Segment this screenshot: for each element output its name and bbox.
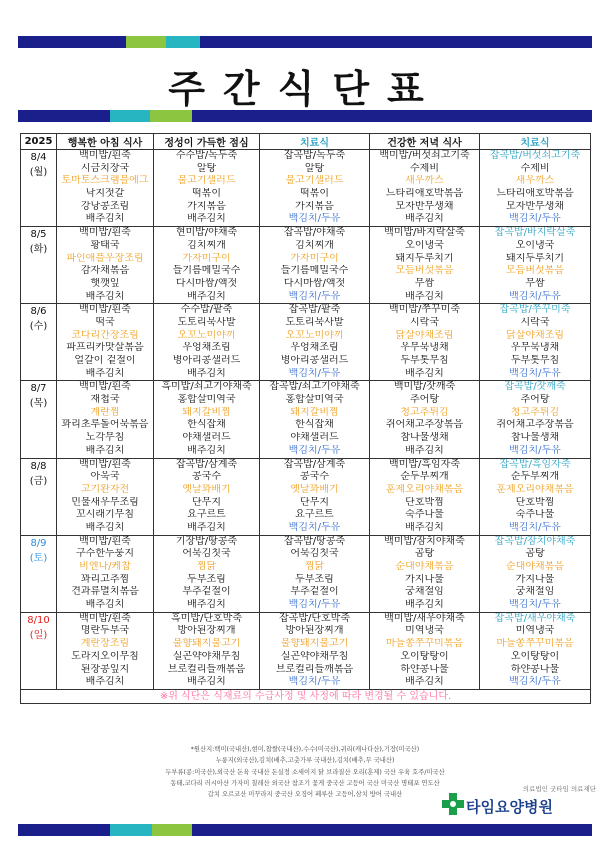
dish-item: 찜닭 [304,561,325,572]
dish-item: 백미밥/바지락살죽 [384,227,465,239]
dish-item: 백김치/두유 [288,521,341,533]
dish-item: 참나물생채 [400,432,449,444]
dish-item: 가지나물 [405,573,444,585]
meal-cell [57,458,154,535]
meal-cell [154,227,260,304]
bottom-color-bar [18,824,592,836]
dish-item: 노각무침 [85,432,125,444]
dish-item: 돼지두루치기 [506,252,564,264]
dish-item: 김치찌개 [295,239,334,251]
dish-item: 알탕 [304,162,325,174]
dish-item: 옛날꽈배기 [290,483,339,495]
dish-item: 추어탕 [410,394,439,406]
dish-item: 오꼬노미야끼 [177,329,236,341]
dish-item: 떡볶이 [192,188,221,200]
dish-item: 두부톳무침 [510,355,560,366]
dish-item: 명란두부국 [80,625,130,637]
dish-item: 숙주나물 [515,509,555,521]
dish-item: 된장콩잎지 [80,663,130,675]
meal-cell [480,458,591,535]
dish-item: 잡곡밥/야채죽 [283,227,346,239]
dish-item: 쥐어채고추장볶음 [385,419,464,431]
date-cell: 8/9 (토) [21,535,57,612]
meal-cell [370,612,480,689]
dish-item: 마늘쫑쭈꾸미볶음 [385,638,464,650]
meal-cell [370,535,480,612]
dish-item: 단호박찜 [405,496,444,508]
date-cell: 8/6 (수) [21,304,57,381]
dish-item: 배추김치 [187,521,226,533]
dish-item: 새우까스 [515,175,555,187]
table-header-row [21,134,591,150]
dish-item: 배추김치 [85,290,125,302]
meal-cell [480,304,591,381]
dish-item: 계란찜 [90,406,120,418]
logo-subtitle: 의료법인 굿타임 의료재단 [522,785,596,793]
dish-item: 곰탕 [525,548,545,560]
dish-item: 잡곡밥/쇠고기야채죽 [269,381,360,393]
dish-item: 한식잡채 [187,419,226,431]
logo-name: 타임요양병원 [466,798,553,816]
origin-line: 동태,코다리 러시아산 가자미 칠레산 외국산 참조기 꽃게 중국산 고등어 국산 미국산 명태포 연도산 [170,779,440,787]
dish-item: 배추김치 [187,676,226,688]
dish-item: 낙지젓갈 [85,188,125,200]
dish-item: 무쌈 [525,277,545,289]
dish-item: 백김치/두유 [288,444,341,456]
dish-item: 백미밥/흰죽 [79,150,131,161]
dish-item: 수수밥/녹두죽 [175,150,238,161]
dish-item: 오이탕탕이 [400,650,449,662]
dish-item: 모듬버섯볶음 [506,265,564,277]
dish-item: 토마토스크램블에그 [61,175,149,187]
dish-item: 수제비 [410,162,439,174]
dish-item: 가자미구이 [182,252,231,264]
meal-cell [370,150,480,227]
dish-item: 오이탕탕이 [510,650,560,662]
meal-cell [370,381,480,458]
meal-cell [154,535,260,612]
dish-item: 오이냉국 [405,239,444,251]
meal-cell [57,535,154,612]
dish-item: 들기름메밀국수 [280,265,349,277]
dish-item: 단무지 [192,496,221,508]
dish-item: 방아된장찌개 [285,625,344,637]
dish-item: 브로컬리들깨볶음 [275,663,354,675]
dish-item: 미역냉국 [405,625,444,637]
dish-item: 배추김치 [187,444,226,456]
dish-item: 구수한누룽지 [76,548,134,560]
dish-item: 잡곡밥/버섯쇠고기죽 [489,150,581,161]
origin-line: 갑치 오르코산 미꾸라지 중국산 오징어 페루산 고등어,삼치 방어 국내산 [207,791,403,799]
dish-item: 백김치/두유 [509,599,561,611]
dish-item: 백미밥/버섯쇠고기죽 [379,150,470,161]
dish-item: 미역냉국 [515,625,555,637]
dish-item: 떡국 [95,316,115,328]
dish-item: 단무지 [300,496,329,508]
dish-item: 닭살야채조림 [395,329,454,341]
dish-item: 콩국수 [300,471,329,483]
dish-item: 들기름메밀국수 [172,265,241,277]
dish-item: 꽈리고추찜 [80,573,130,585]
dish-item: 햇깻잎 [90,277,120,289]
dish-item: 우무묵냉채 [510,342,560,354]
dish-item: 가지볶음 [187,200,226,212]
dish-item: 백김치/두유 [288,599,341,611]
meal-cell [480,150,591,227]
dish-item: 잡곡밥/땅콩죽 [283,535,346,547]
dish-item: 시락국 [410,316,439,328]
dish-item: 꼬시래기무침 [76,509,134,521]
dish-item: 황태국 [90,239,120,251]
meal-cell [480,381,591,458]
meal-cell [57,612,154,689]
dish-item: 추어탕 [520,394,550,406]
top-color-bar [18,36,592,48]
meal-cell [154,458,260,535]
dish-item: 잡곡밥/녹두죽 [283,150,346,161]
meal-cell [57,227,154,304]
dish-item: 요구르트 [295,509,334,521]
dish-item: 옛날꽈배기 [182,483,231,495]
dish-item: 한식잡채 [295,419,334,431]
dish-item: 도토리묵사발 [285,316,344,328]
weekly-menu-table [20,133,591,704]
dish-item: 어묵김칫국 [290,548,339,560]
dish-item: 백김치/두유 [509,290,561,302]
dish-item: 부추겉절이 [290,586,339,598]
dish-item: 배추김치 [405,444,444,456]
dinner-header: 건강한 저녁 식사 [370,134,480,150]
dish-item: 배추김치 [187,213,226,225]
dish-item: 재첩국 [90,394,120,406]
dish-item: 부추겉절이 [182,586,231,598]
dish-item: 잡곡밥/흑임자죽 [499,458,571,470]
dish-item: 알탕 [196,162,217,174]
dish-item: 불향돼지불고기 [172,638,241,650]
dish-item: 아욱국 [90,471,120,483]
dish-item: 잡곡밥/잠치야채죽 [494,535,576,547]
year-header: 2025 [21,134,57,150]
dish-item: 오이냉국 [515,239,555,251]
dish-item: 파프리카맛살볶음 [66,342,144,354]
dish-item: 백미밥/쭈꾸미죽 [389,304,460,316]
dish-item: 기장밥/땅콩죽 [175,535,238,547]
dish-item: 병아리콩샐러드 [172,355,241,366]
dish-item: 방아된장찌개 [177,625,236,637]
dish-item: 잡곡밥/쭈꾸미죽 [499,304,571,316]
dish-item: 궁채절임 [515,586,555,598]
dish-item: 순두부찌개 [510,471,560,483]
notice-cell [21,689,591,703]
dish-item: 백김치/두유 [509,521,561,533]
dish-item: 하얀콩나물 [510,663,560,675]
dish-item: 백김치/두유 [288,290,341,302]
dish-item: 마늘쫑쭈꾸미볶음 [496,638,574,650]
dish-item: 백미밥/흰죽 [79,535,131,547]
dish-item: 가지볶음 [295,200,334,212]
dish-item: 순대야채볶음 [395,561,454,572]
dish-item: 백미밥/잠치야채죽 [384,535,465,547]
meal-cell [154,612,260,689]
origin-line: *원산지:백미(국내산),현미,찹쌀(국내산),수수(미국산),귀리(캐나다산),기장(미국산) [190,746,420,753]
dish-item: 배추김치 [85,367,125,379]
dish-item: 두부톳무침 [400,355,449,366]
dish-item: 콩국수 [192,471,221,483]
dish-item: 돼지두루치기 [395,252,454,264]
dish-item: 배추김치 [405,367,444,379]
dish-item: 고기완자전 [80,483,130,495]
dish-item: 수제비 [520,162,550,174]
dish-item: 모자반무생채 [395,200,454,212]
dish-item: 김치찌개 [187,239,226,251]
top-color-bar-3 [166,36,200,48]
dish-item: 순두부찌개 [400,471,449,483]
meal-cell [370,458,480,535]
dish-item: 야채샐러드 [182,432,231,444]
dish-item: 다시마쌈/액젓 [283,277,346,289]
dish-item: 배추김치 [405,599,444,611]
dish-item: 닭살야채조림 [506,329,564,341]
dish-item: 백미밥/흰죽 [79,458,131,470]
dish-item: 청고추튀김 [510,406,560,418]
dish-item: 현미밥/야채죽 [175,227,238,239]
dish-item: 새우까스 [405,175,444,187]
dish-item: 시금치장국 [80,162,130,174]
dish-item: 잡곡밥/삼계죽 [175,458,238,470]
dish-item: 도라지오이무침 [71,650,139,662]
dish-item: 파인애플우장조림 [66,252,144,264]
dish-item: 단호박찜 [515,496,555,508]
dish-item: 다시마쌈/액젓 [175,277,238,289]
meal-cell [154,304,260,381]
dish-item: 백미밥/새우야채죽 [384,612,465,624]
dish-item: 배추김치 [85,521,125,533]
dish-item: 불고기샐러드 [177,175,236,187]
dish-item: 백김치/두유 [509,676,561,688]
dish-item: 우엉채조림 [182,342,231,354]
dish-item: 백김치/두유 [288,213,341,225]
meal-cell [154,150,260,227]
dish-item: 야채샐러드 [290,432,339,444]
dish-item: 배추김치 [85,676,125,688]
dish-item: 수수밥/팥죽 [180,304,233,316]
notice-text: ※위 식단은 식재료의 수급사정 및 사정에 따라 변경될 수 있습니다. [159,690,452,702]
meal-cell [57,304,154,381]
notice-row [21,689,591,703]
dish-item: 잡곡밥/단호박죽 [279,612,350,624]
date-cell: 8/7 (목) [21,381,57,458]
meal-cell [57,150,154,227]
day-row [21,458,591,535]
dish-item: 잡곡밥/잣깨죽 [504,381,566,393]
dish-item: 배추김치 [85,213,125,225]
meal-cell [480,612,591,689]
dish-item: 우엉채조림 [290,342,339,354]
meal-cell [260,535,370,612]
dish-item: 숙주나물 [405,509,444,521]
dish-item: 배추김치 [405,213,444,225]
dish-item: 흑미밥/쇠고기야채죽 [161,381,252,393]
dish-item: 백미밥/흰죽 [79,612,131,624]
dish-item: 훈제오리야채볶음 [385,483,464,495]
dish-item: 브로컬리들깨볶음 [167,663,246,675]
dish-item: 흑미밥/단호박죽 [171,612,242,624]
dish-item: 감자채볶음 [80,265,130,277]
dish-item: 백김치/두유 [288,676,341,688]
dish-item: 잡곡밥/바지락살죽 [494,227,576,239]
hospital-logo [436,784,596,816]
dish-item: 백미밥/흰죽 [79,381,131,393]
meal-cell [260,381,370,458]
dish-item: 병아리콩샐러드 [280,355,349,366]
dish-item: 민물새우무조림 [71,496,139,508]
therapy-dinner-header: 치료식 [480,134,591,150]
dish-item: 참나물생채 [510,432,560,444]
dish-item: 실곤약야채무침 [280,650,349,662]
dish-item: 훈제오리야채볶음 [496,483,574,495]
meal-cell [480,535,591,612]
top-color-bar-2 [126,36,166,48]
dish-item: 궁채절임 [405,586,444,598]
dish-item: 홍합살미역국 [285,394,344,406]
dish-item: 백김치/두유 [288,367,341,379]
dish-item: 배추김치 [85,444,125,456]
dish-item: 느타리애호박볶음 [496,188,574,200]
dish-item: 모듬버섯볶음 [395,265,454,277]
dish-item: 배추김치 [85,599,125,611]
dish-item: 코다리간장조림 [71,329,139,341]
dish-item: 돼지갈비찜 [182,406,231,418]
dish-item: 찜닭 [196,561,217,572]
dish-item: 잡곡밥/팥죽 [288,304,341,316]
day-row [21,535,591,612]
dish-item: 도토리묵사발 [177,316,236,328]
dish-item: 견과류멸치볶음 [71,586,139,598]
dish-item: 계란장조림 [80,638,130,650]
dish-item: 두부조림 [187,573,226,585]
dish-item: 쥐어채고추장볶음 [496,419,574,431]
dish-item: 꽈리초루돌어묵볶음 [61,419,149,431]
date-cell: 8/5 (화) [21,227,57,304]
page-title: 주간식단표 [168,67,442,111]
dish-item: 모자반무생채 [506,200,564,212]
dish-item: 백김치/두유 [509,367,561,379]
meal-cell [370,304,480,381]
dish-item: 불고기샐러드 [285,175,344,187]
dish-item: 두부조림 [295,573,334,585]
dish-item: 잡곡밥/새우야채죽 [494,612,576,624]
dish-item: 백미밥/흰죽 [79,304,131,316]
dish-item: 백김치/두유 [509,213,561,225]
dish-item: 배추김치 [405,290,444,302]
dish-item: 배추김치 [187,290,226,302]
dish-item: 하얀콩나물 [400,663,449,675]
dish-item: 느타리애호박볶음 [385,188,464,200]
dish-item: 시락국 [520,316,550,328]
meal-cell [480,227,591,304]
dish-item: 배추김치 [187,367,226,379]
dish-item: 가지나물 [515,573,555,585]
day-row [21,612,591,689]
dish-item: 백김치/두유 [509,444,561,456]
dish-item: 배추김치 [405,521,444,533]
origin-line: 누룽지(외국산),김치(배추,고춧가루 국내산),김치(배추,무 국내산) [215,757,395,765]
dish-item: 돼지갈비찜 [290,406,339,418]
day-row [21,381,591,458]
dish-item: 무쌈 [414,277,435,289]
dish-item: 홍합살미역국 [177,394,236,406]
dish-item: 백미밥/잣깨죽 [393,381,456,393]
dish-item: 어묵김칫국 [182,548,231,560]
dish-item: 실곤약야채무침 [172,650,241,662]
meal-cell [260,612,370,689]
day-row [21,150,591,227]
dish-item: 순대야채볶음 [506,561,564,572]
breakfast-header: 행복한 아침 식사 [57,134,154,150]
dish-item: 오꼬노미야끼 [285,329,344,341]
meal-cell [260,458,370,535]
dish-item: 얼갈이 겉절이 [74,355,136,366]
day-row [21,227,591,304]
dish-item: 잡곡밥/삼계죽 [283,458,346,470]
dish-item: 요구르트 [187,509,226,521]
dish-item: 청고추튀김 [400,406,449,418]
lunch-header: 정성이 가득한 점심 [154,134,260,150]
dish-item: 비엔나/케찹 [79,561,131,572]
therapy-lunch-header: 치료식 [260,134,370,150]
dish-item: 곰탕 [414,548,435,560]
meal-cell [370,227,480,304]
date-cell: 8/10 (일) [21,612,57,689]
dish-item: 배추김치 [187,599,226,611]
date-cell: 8/4 (월) [21,150,57,227]
medical-cross-icon [442,793,464,815]
origin-line: 두부류(콩:미국산),외국산 돈육 국내산 돈실정 소세이지 닭 브라질산 오리(훈제) 국산 우육 호주/미국산 [165,768,445,776]
dish-item: 백미밥/흰죽 [79,227,131,239]
dish-item: 불향돼지불고기 [280,638,349,650]
dish-item: 백미밥/흑임자죽 [389,458,460,470]
dish-item: 떡볶이 [300,188,329,200]
meal-cell [57,381,154,458]
menu-body [21,150,591,690]
dish-item: 우무묵냉채 [400,342,449,354]
dish-item: 가자미구이 [290,252,339,264]
meal-cell [260,227,370,304]
date-cell: 8/8 (금) [21,458,57,535]
meal-cell [154,381,260,458]
day-row [21,304,591,381]
dish-item: 강낭콩조림 [80,200,130,212]
meal-cell [260,304,370,381]
dish-item: 배추김치 [405,676,444,688]
meal-cell [260,150,370,227]
